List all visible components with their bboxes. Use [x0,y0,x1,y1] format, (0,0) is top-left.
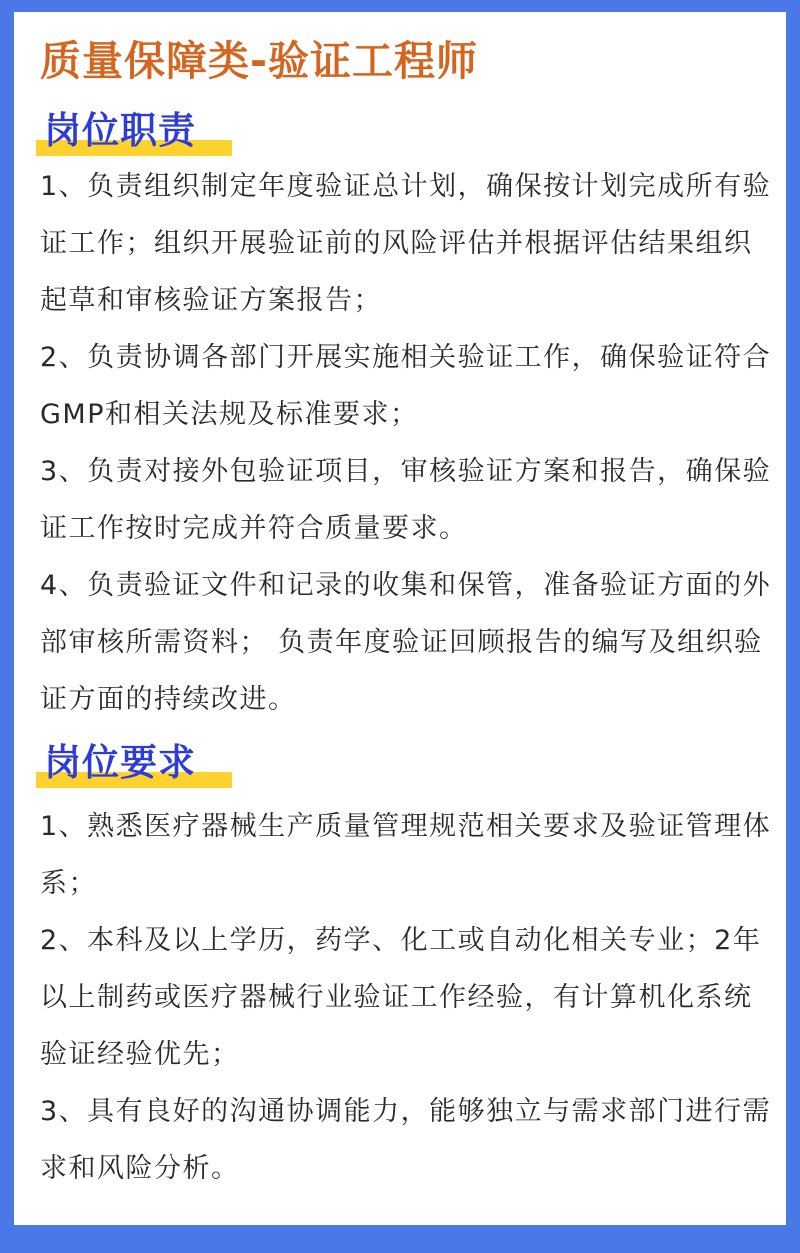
job-card [14,12,786,1225]
requirements-heading [44,740,196,790]
responsibility-item: 1、负责组织制定年度验证总计划，确保按计划完成所有验证工作；组织开展验证前的风险评估并根据评估结果组织起草和审核验证方案报告； [40,171,772,316]
requirements-heading-text: 岗位要求 [44,741,196,784]
responsibilities-list [40,158,774,728]
responsibility-item: 4、负责验证文件和记录的收集和保管，准备验证方面的外部审核所需资料； 负责年度验证回顾报告的编写及组织验证方面的持续改进。 [40,570,772,715]
responsibilities-heading-text: 岗位职责 [44,109,196,152]
requirement-item: 3、具有良好的沟通协调能力，能够独立与需求部门进行需求和风险分析。 [40,1096,772,1184]
responsibilities-heading [44,108,196,158]
job-title: 质量保障类-验证工程师 [40,37,479,85]
requirement-item: 1、熟悉医疗器械生产质量管理规范相关要求及验证管理体系； [40,811,772,899]
responsibility-item: 3、负责对接外包验证项目，审核验证方案和报告，确保验证工作按时完成并符合质量要求。 [40,456,772,544]
requirement-item: 2、本科及以上学历，药学、化工或自动化相关专业；2年以上制药或医疗器械行业验证工作经验，有计算机化系统验证经验优先； [40,925,762,1070]
requirements-list [40,798,774,1197]
responsibility-item: 2、负责协调各部门开展实施相关验证工作，确保验证符合GMP和相关法规及标准要求； [40,342,772,430]
